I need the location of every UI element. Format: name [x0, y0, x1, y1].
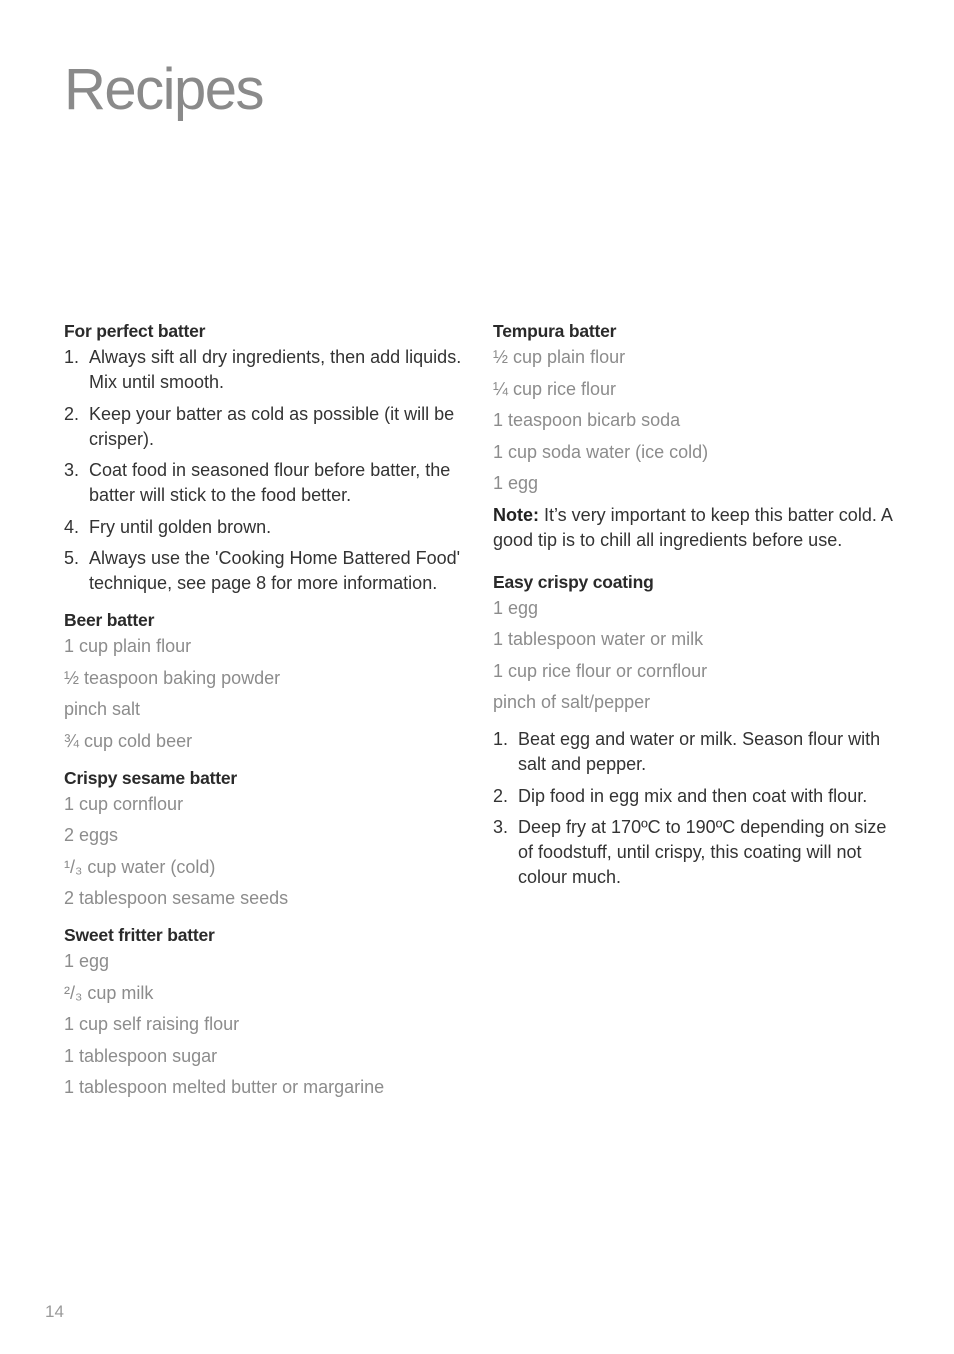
ingredient-item: 1 tablespoon water or milk	[493, 629, 704, 649]
step-number: 4.	[64, 516, 80, 537]
step-text: Fry until golden brown.	[89, 516, 272, 537]
step-number: 5.	[64, 548, 80, 568]
step-item	[493, 815, 893, 890]
tempura-batter-ingredients	[493, 345, 893, 496]
perfect-batter-section	[64, 320, 464, 596]
section-heading: Crispy sesame batter	[64, 767, 238, 788]
step-text: Deep fry at 170ºC to 190ºC depending on size of foodstuff, until crispy, this coating will not colour much.	[518, 817, 887, 887]
ingredient-item: ²/₃ cup milk	[64, 982, 154, 1003]
section-heading: For perfect batter	[64, 321, 206, 341]
step-item	[493, 784, 893, 809]
section-heading: Sweet fritter batter	[64, 925, 215, 945]
ingredient-item: 1 cup cornflour	[64, 793, 184, 814]
step-item	[64, 546, 464, 596]
crispy-coating-ingredients	[493, 596, 893, 716]
page-title: Recipes	[64, 57, 264, 122]
ingredient-item: 1 cup soda water (ice cold)	[493, 441, 709, 462]
note-text: It’s very important to keep this batter cold. A good tip is to chill all ingredients before use.	[493, 504, 892, 550]
step-item	[64, 402, 464, 452]
ingredient-item: 1 egg	[493, 597, 539, 618]
ingredient-item: ¼ cup rice flour	[493, 378, 617, 399]
step-number: 2.	[493, 785, 509, 806]
step-text: Beat egg and water or milk. Season flour with salt and pepper.	[518, 729, 881, 774]
step-number: 3.	[493, 817, 509, 837]
step-item	[493, 727, 893, 777]
note-label: Note:	[493, 504, 539, 525]
section-heading: Tempura batter	[493, 321, 617, 341]
step-item	[64, 345, 464, 395]
ingredient-item: 1 tablespoon melted butter or margarine	[64, 1077, 385, 1097]
crispy-coating-steps	[493, 727, 893, 890]
ingredient-item: 2 eggs	[64, 825, 119, 845]
beer-batter-section	[64, 609, 464, 754]
sesame-batter-section	[64, 767, 464, 912]
ingredient-item: ½ cup plain flour	[493, 347, 626, 367]
ingredient-item: 1 egg	[493, 473, 539, 493]
step-text: Always sift all dry ingredients, then add liquids. Mix until smooth.	[89, 347, 462, 392]
ingredient-item: pinch of salt/pepper	[493, 692, 651, 712]
step-text: Dip food in egg mix and then coat with flour.	[518, 785, 868, 806]
beer-batter-ingredients	[64, 634, 464, 754]
tempura-batter-section	[493, 320, 893, 553]
ingredient-item: pinch salt	[64, 699, 141, 719]
step-number: 1.	[64, 347, 80, 367]
ingredient-item: ¹/₃ cup water (cold)	[64, 856, 216, 877]
ingredient-item: 1 tablespoon sugar	[64, 1045, 218, 1066]
ingredient-item: ½ teaspoon baking powder	[64, 667, 281, 688]
ingredient-item: 2 tablespoon sesame seeds	[64, 888, 289, 908]
step-text: Coat food in seasoned flour before batter, the batter will stick to the food better.	[89, 460, 451, 505]
ingredient-item: 1 cup self raising flour	[64, 1014, 240, 1034]
page-number: 14	[45, 1302, 64, 1321]
ingredient-item: 1 cup rice flour or cornflour	[493, 660, 708, 681]
right-column	[493, 320, 893, 903]
step-number: 3.	[64, 460, 80, 480]
step-text: Keep your batter as cold as possible (it will be crisper).	[89, 403, 455, 449]
fritter-batter-ingredients	[64, 949, 464, 1100]
perfect-batter-steps	[64, 345, 464, 596]
step-number: 2.	[64, 403, 80, 424]
step-item	[64, 515, 464, 540]
ingredient-item: 1 teaspoon bicarb soda	[493, 410, 681, 430]
sesame-batter-ingredients	[64, 792, 464, 912]
step-text: Always use the 'Cooking Home Battered Food' technique, see page 8 for more information.	[89, 548, 461, 593]
fritter-batter-section	[64, 924, 464, 1100]
ingredient-item: 1 egg	[64, 951, 110, 971]
ingredient-item: 1 cup plain flour	[64, 636, 192, 656]
section-heading: Beer batter	[64, 610, 155, 630]
crispy-coating-section	[493, 571, 893, 891]
ingredient-item: ¾ cup cold beer	[64, 730, 193, 751]
step-item	[64, 458, 464, 508]
section-heading: Easy crispy coating	[493, 571, 654, 592]
tempura-note	[493, 503, 893, 553]
step-number: 1.	[493, 729, 509, 749]
left-column	[64, 320, 464, 1113]
